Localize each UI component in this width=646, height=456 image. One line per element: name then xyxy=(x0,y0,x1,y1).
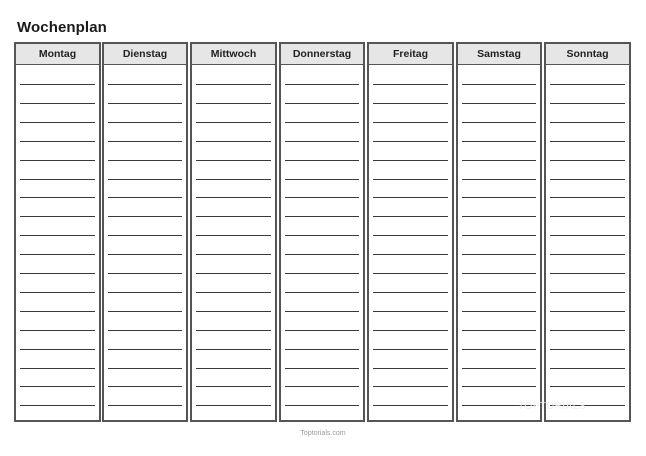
writing-line xyxy=(20,122,95,123)
footer-credit: Toptorials.com xyxy=(300,430,346,437)
writing-line xyxy=(196,292,271,293)
writing-line xyxy=(108,386,182,387)
writing-line xyxy=(550,254,625,255)
day-column-freitag xyxy=(367,42,454,422)
writing-line xyxy=(196,254,271,255)
writing-line xyxy=(108,254,182,255)
writing-line xyxy=(373,141,448,142)
writing-line xyxy=(20,273,95,274)
writing-line xyxy=(196,330,271,331)
writing-line xyxy=(108,368,182,369)
writing-line xyxy=(108,273,182,274)
writing-line xyxy=(20,349,95,350)
writing-line xyxy=(550,141,625,142)
watermark: TOPTORIALS xyxy=(518,401,586,412)
writing-line xyxy=(108,84,182,85)
writing-line xyxy=(108,160,182,161)
writing-line xyxy=(462,273,536,274)
writing-line xyxy=(20,103,95,104)
writing-line xyxy=(462,386,536,387)
writing-line xyxy=(373,122,448,123)
writing-line xyxy=(373,84,448,85)
writing-line xyxy=(462,235,536,236)
day-column-sonntag xyxy=(544,42,631,422)
writing-line xyxy=(373,103,448,104)
writing-line xyxy=(373,405,448,406)
writing-line xyxy=(285,235,359,236)
writing-line xyxy=(285,216,359,217)
day-header: Sonntag xyxy=(546,44,629,65)
day-column-donnerstag xyxy=(279,42,365,422)
writing-line xyxy=(550,179,625,180)
writing-line xyxy=(196,235,271,236)
writing-line xyxy=(196,197,271,198)
writing-line xyxy=(550,160,625,161)
writing-line xyxy=(108,235,182,236)
writing-line xyxy=(20,405,95,406)
writing-line xyxy=(20,141,95,142)
writing-line xyxy=(285,273,359,274)
day-header: Donnerstag xyxy=(281,44,363,65)
writing-line xyxy=(462,216,536,217)
writing-line xyxy=(373,160,448,161)
day-header: Dienstag xyxy=(104,44,186,65)
writing-line xyxy=(196,84,271,85)
writing-line xyxy=(108,330,182,331)
writing-line xyxy=(462,103,536,104)
writing-line xyxy=(462,311,536,312)
writing-line xyxy=(462,197,536,198)
writing-line xyxy=(373,292,448,293)
writing-line xyxy=(285,160,359,161)
writing-line xyxy=(196,349,271,350)
writing-line xyxy=(20,160,95,161)
writing-line xyxy=(285,405,359,406)
writing-line xyxy=(20,216,95,217)
writing-line xyxy=(196,122,271,123)
writing-line xyxy=(462,330,536,331)
writing-line xyxy=(20,368,95,369)
writing-line xyxy=(550,197,625,198)
writing-line xyxy=(373,349,448,350)
writing-line xyxy=(20,311,95,312)
writing-line xyxy=(462,84,536,85)
writing-line xyxy=(196,273,271,274)
writing-line xyxy=(550,330,625,331)
writing-line xyxy=(550,103,625,104)
writing-line xyxy=(196,405,271,406)
writing-line xyxy=(462,122,536,123)
day-column-montag xyxy=(14,42,101,422)
writing-line xyxy=(373,216,448,217)
writing-line xyxy=(108,405,182,406)
writing-line xyxy=(462,179,536,180)
day-column-samstag xyxy=(456,42,542,422)
writing-line xyxy=(196,141,271,142)
writing-line xyxy=(285,84,359,85)
writing-line xyxy=(196,179,271,180)
writing-line xyxy=(285,141,359,142)
writing-line xyxy=(196,160,271,161)
writing-line xyxy=(462,141,536,142)
writing-line xyxy=(196,103,271,104)
writing-line xyxy=(550,216,625,217)
writing-line xyxy=(108,103,182,104)
writing-line xyxy=(108,349,182,350)
day-header: Freitag xyxy=(369,44,452,65)
writing-line xyxy=(108,141,182,142)
writing-line xyxy=(285,103,359,104)
writing-line xyxy=(285,254,359,255)
writing-line xyxy=(20,235,95,236)
day-column-dienstag xyxy=(102,42,188,422)
day-header: Montag xyxy=(16,44,99,65)
writing-line xyxy=(108,197,182,198)
writing-line xyxy=(285,197,359,198)
writing-line xyxy=(373,368,448,369)
writing-line xyxy=(550,349,625,350)
writing-line xyxy=(108,216,182,217)
writing-line xyxy=(373,179,448,180)
writing-line xyxy=(108,292,182,293)
writing-line xyxy=(285,292,359,293)
writing-line xyxy=(285,122,359,123)
writing-line xyxy=(373,197,448,198)
writing-line xyxy=(108,311,182,312)
writing-line xyxy=(550,368,625,369)
writing-line xyxy=(108,179,182,180)
writing-line xyxy=(20,386,95,387)
writing-line xyxy=(373,386,448,387)
writing-line xyxy=(20,292,95,293)
writing-line xyxy=(196,368,271,369)
writing-line xyxy=(550,386,625,387)
writing-line xyxy=(373,235,448,236)
writing-line xyxy=(285,311,359,312)
writing-line xyxy=(550,292,625,293)
writing-line xyxy=(285,386,359,387)
day-column-mittwoch xyxy=(190,42,277,422)
writing-line xyxy=(285,179,359,180)
writing-line xyxy=(196,311,271,312)
writing-line xyxy=(20,84,95,85)
writing-line xyxy=(285,330,359,331)
writing-line xyxy=(462,160,536,161)
writing-line xyxy=(285,349,359,350)
writing-line xyxy=(108,122,182,123)
writing-line xyxy=(550,235,625,236)
writing-line xyxy=(20,330,95,331)
writing-line xyxy=(550,311,625,312)
writing-line xyxy=(20,254,95,255)
writing-line xyxy=(462,254,536,255)
writing-line xyxy=(196,386,271,387)
writing-line xyxy=(20,197,95,198)
writing-line xyxy=(373,330,448,331)
day-header: Samstag xyxy=(458,44,540,65)
writing-line xyxy=(462,292,536,293)
writing-line xyxy=(373,311,448,312)
writing-line xyxy=(550,273,625,274)
writing-line xyxy=(462,368,536,369)
writing-line xyxy=(196,216,271,217)
writing-line xyxy=(373,273,448,274)
writing-line xyxy=(550,84,625,85)
writing-line xyxy=(20,179,95,180)
page-title: Wochenplan xyxy=(17,19,107,36)
day-header: Mittwoch xyxy=(192,44,275,65)
writing-line xyxy=(285,368,359,369)
writing-line xyxy=(550,122,625,123)
writing-line xyxy=(373,254,448,255)
writing-line xyxy=(462,349,536,350)
